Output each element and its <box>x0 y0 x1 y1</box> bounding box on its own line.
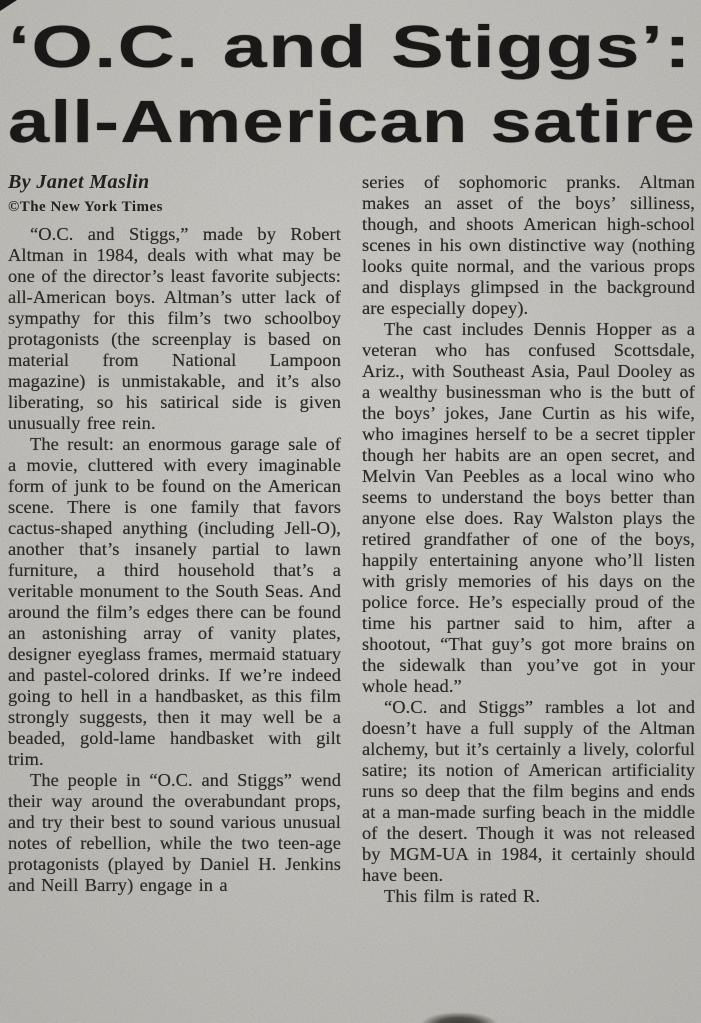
byline: By Janet Maslin <box>8 171 150 193</box>
headline-line-1: ‘O.C. and Stiggs’: <box>8 14 692 80</box>
article-body <box>8 164 695 907</box>
paragraph: The result: an enormous garage sale of a movie, cluttered with every imaginable form of junk to be found on the American scene. There is one family that favors cactus-shaped anything (including Jell-O), another that’s insanely partial to lawn furniture, a third household that’s a veritable monument to the South Seas. And around the film’s edges there can be found an astonishing array of vanity plates, designer eyeglass frames, mermaid statuary and pastel-colored drinks. If we’re indeed going to hell in a handbasket, as this film strongly suggests, then it may well be a beaded, gold-lame handbasket with gilt trim. <box>8 434 341 769</box>
ink-smudge <box>420 1012 498 1023</box>
paragraph: “O.C. and Stiggs” rambles a lot and doesn’t have a full supply of the Altman alchemy, but it’s certainly a lively, colorful satire; its notion of American artificiality runs so deep that the film begins and ends at a man-made surfing beach in the middle of the desert. Though it was not released by MGM-UA in 1984, it certainly should have been. <box>362 697 695 885</box>
copyright-credit: ©The New York Times <box>8 199 164 215</box>
headline-line-2: all-American satire <box>8 89 696 155</box>
article-column-left <box>8 164 341 907</box>
headline <box>8 10 701 160</box>
paragraph: The people in “O.C. and Stiggs” wend their way around the overabundant props, and try their best to sound various unusual notes of rebellion, while the two teen-age protagonists (played by Daniel H. Jenkins and Neill Barry) engage in a <box>8 770 341 895</box>
article-column-right <box>362 164 695 907</box>
rating-line: This film is rated R. <box>384 886 541 906</box>
paragraph: The cast includes Dennis Hopper as a veteran who has confused Scottsdale, Ariz., with Southeast Asia, Paul Dooley as a wealthy businessman who is the butt of the boys’ jokes, Jane Curtin as his wife, who imagines herself to be a secret tippler though her habits are an open secret, and Melvin Van Peebles as a local wino who seems to understand the boys better than anyone else does. Ray Walston plays the retired grandfather of one of the boys, happily entertaining anyone who’ll listen with grisly memories of his days on the police force. He’s especially proud of the time his partner said to him, after a shootout, “That guy’s got more brains on the sidewalk than you’ve got in your whole head.” <box>362 319 695 696</box>
paragraph-continuation: series of sophomoric pranks. Altman makes an asset of the boys’ silliness, though, and shoots American high-school scenes in his own distinctive way (nothing looks quite normal, and the various props and displays glimpsed in the background are especially dopey). <box>362 172 695 318</box>
paragraph: “O.C. and Stiggs,” made by Robert Altman in 1984, deals with what may be one of the director’s least favorite subjects: all-American boys. Altman’s utter lack of sympathy for this film’s two schoolboy protagonists (the screenplay is based on material from National Lampoon magazine) is unmistakable, and it’s also liberating, so his satirical side is given unusually free rein. <box>8 224 341 433</box>
